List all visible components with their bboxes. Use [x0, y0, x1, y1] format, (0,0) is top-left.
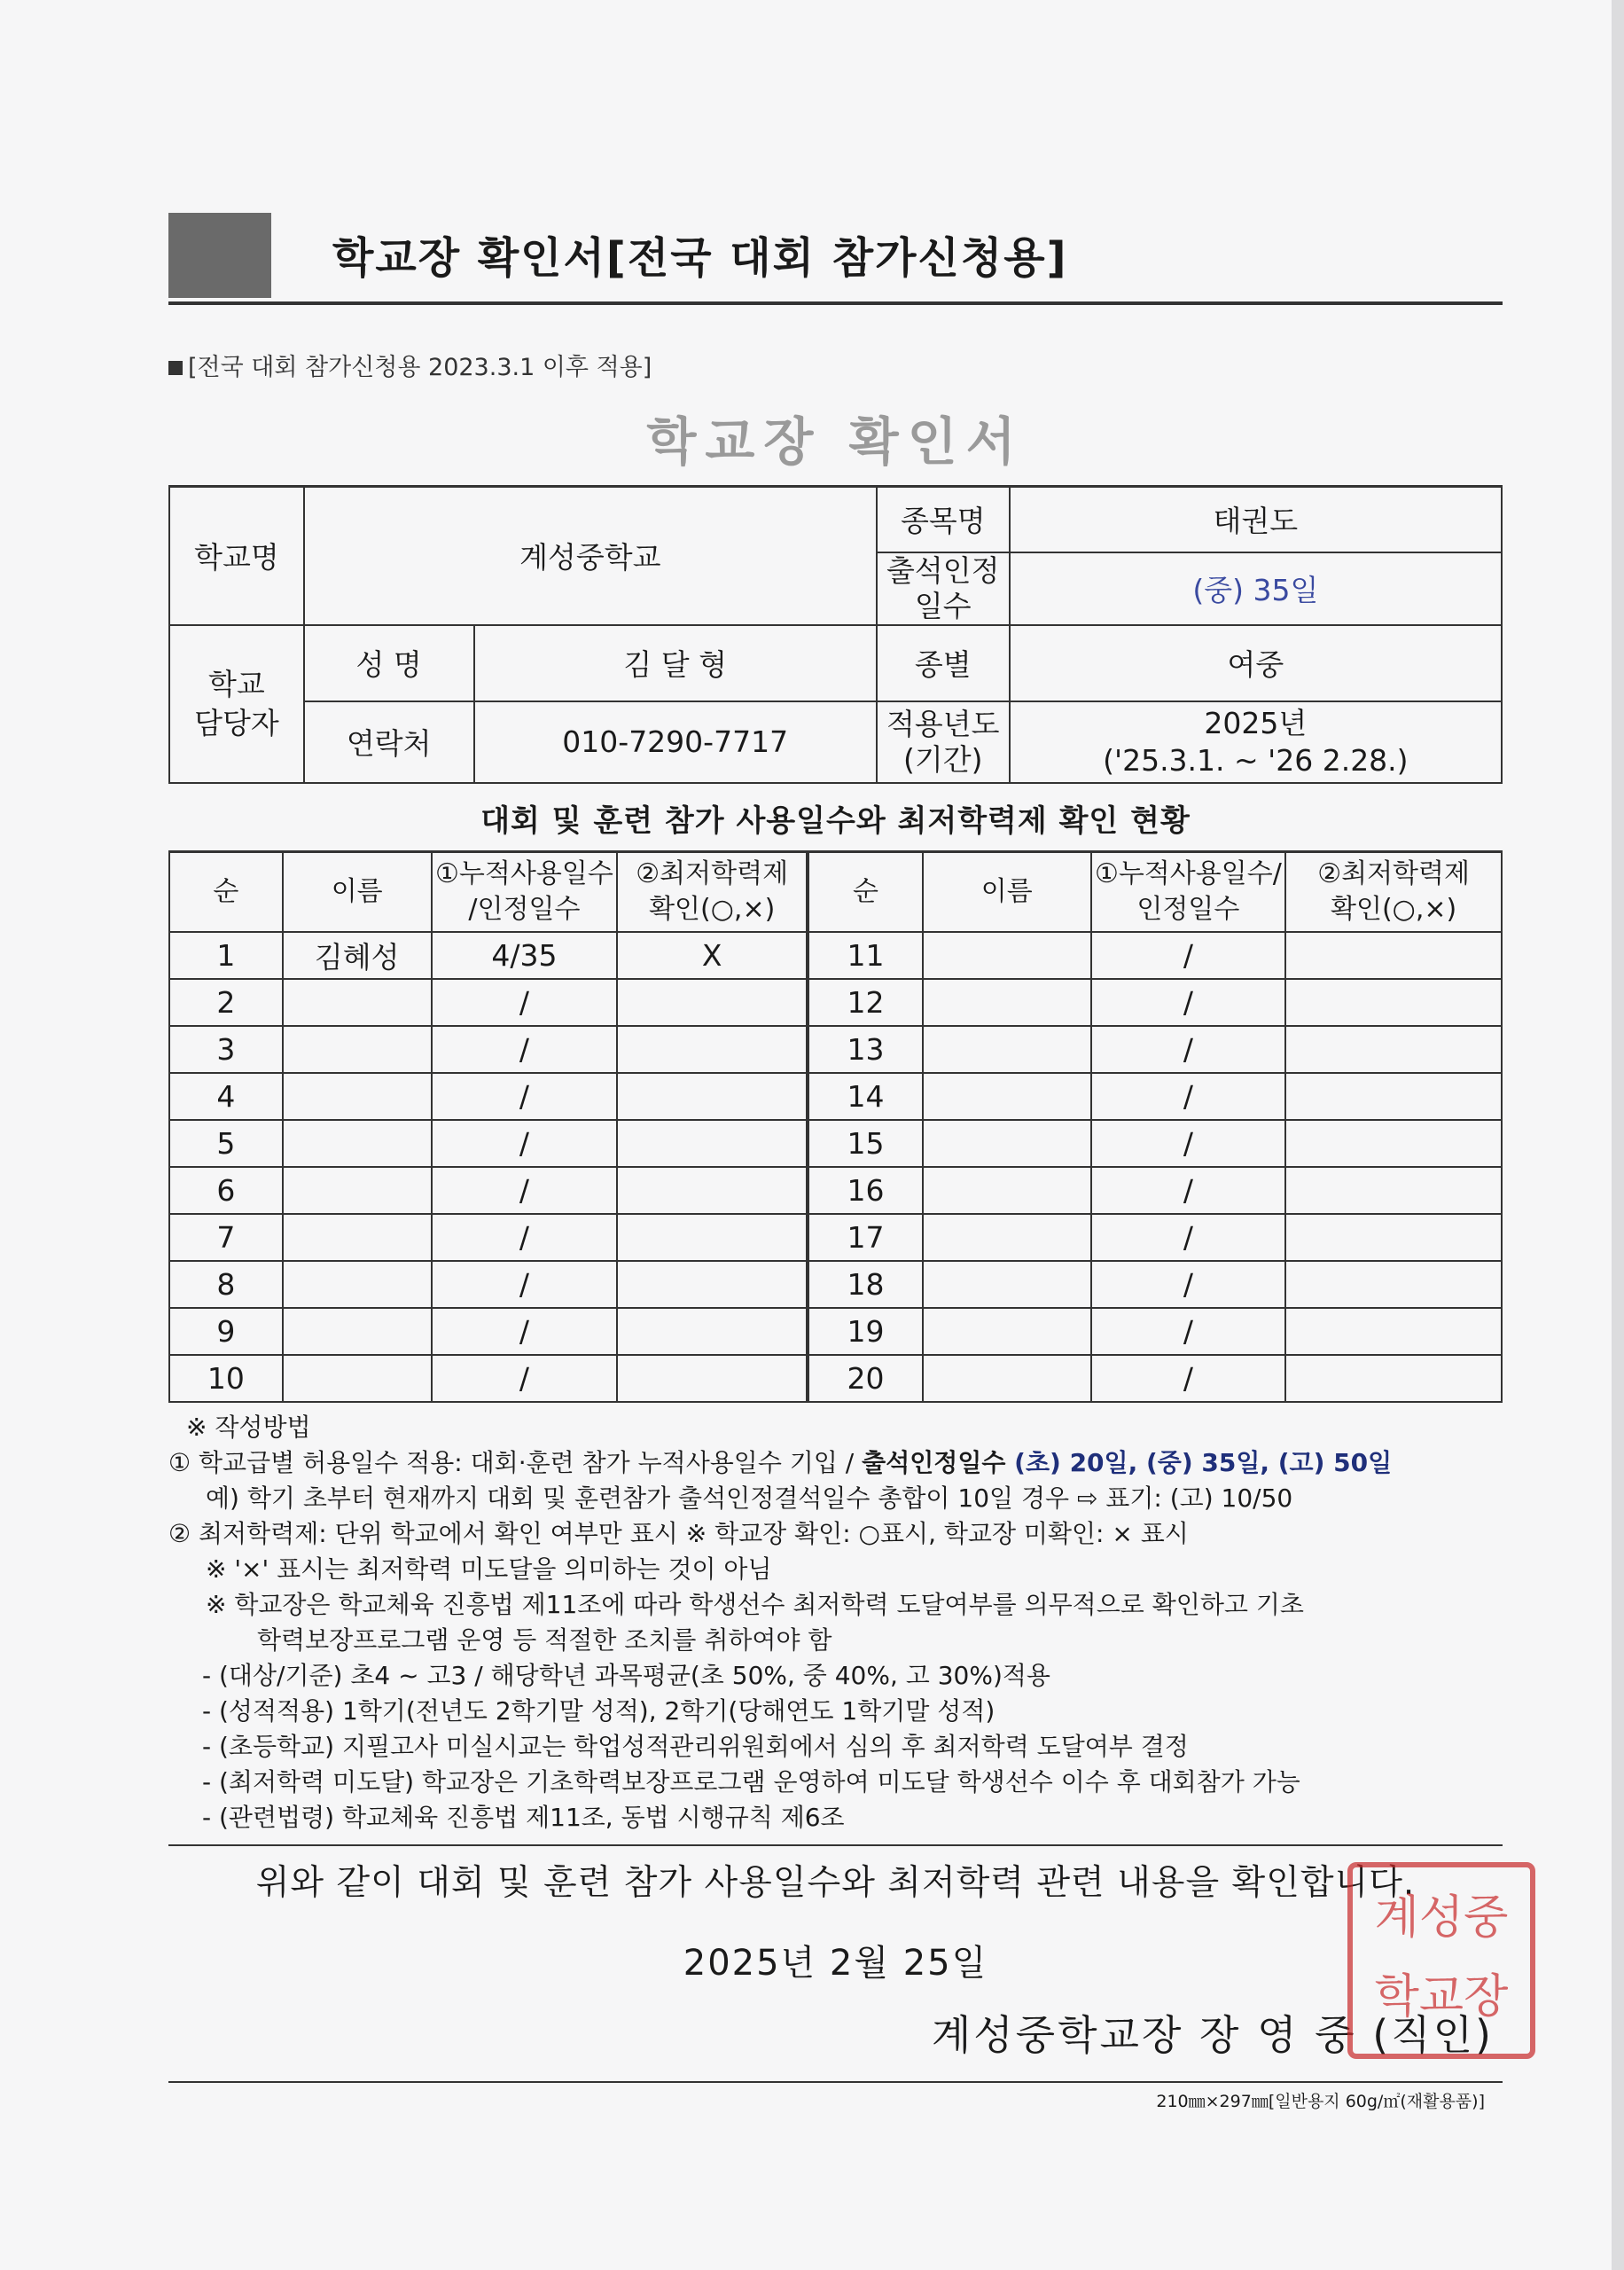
- row-min-b: [1285, 1355, 1502, 1402]
- row-min-b: [1285, 1167, 1502, 1214]
- name-value: 김 달 형: [474, 625, 877, 701]
- instructions: [168, 1410, 1503, 1836]
- row-no: 8: [169, 1261, 283, 1308]
- row-name-b: [923, 932, 1091, 979]
- school-label: 학교명: [169, 487, 304, 625]
- row-no: 10: [169, 1355, 283, 1402]
- row-name: [283, 1026, 432, 1073]
- detail-3: - (초등학교) 지필고사 미실시교는 학업성적관리위원회에서 심의 후 최저학력 도달여부 결정: [202, 1731, 1189, 1761]
- col-no: 순: [169, 851, 283, 932]
- row-days-b: /: [1091, 1214, 1286, 1261]
- category-label: 종별: [877, 625, 1010, 701]
- col-min: [617, 851, 808, 932]
- table-row: [169, 932, 1502, 979]
- table-row: [169, 1026, 1502, 1073]
- col-min-b-line1: ②최저학력제: [1317, 857, 1470, 889]
- instruction-2-note-b2: 학력보장프로그램 운영 등 적절한 조치를 취하여야 함: [257, 1624, 832, 1655]
- row-name: [283, 1261, 432, 1308]
- detail-2: - (성적적용) 1학기(전년도 2학기말 성적), 2학기(당해연도 1학기말 성적): [202, 1695, 995, 1726]
- row-no-b: 19: [808, 1308, 923, 1355]
- row-days-b: /: [1091, 1120, 1286, 1167]
- row-no: 4: [169, 1073, 283, 1120]
- table-row: [169, 1355, 1502, 1402]
- header-gray-box: [168, 213, 271, 298]
- row-name: [283, 1308, 432, 1355]
- col-min-b: [1285, 851, 1502, 932]
- principal-signature: 계성중학교장 장 영 중 (직인): [931, 2010, 1494, 2059]
- instruction-1-example: 예) 학기 초부터 현재까지 대회 및 훈련참가 출석인정결석일수 총합이 10일 경우 ⇨ 표기: (고) 10/50: [206, 1483, 1293, 1513]
- row-min-b: [1285, 1120, 1502, 1167]
- col-days-line1: ①누적사용일수: [435, 857, 613, 889]
- row-min-b: [1285, 1026, 1502, 1073]
- row-name-b: [923, 1073, 1091, 1120]
- instruction-2-note-b: ※ 학교장은 학교체육 진흥법 제11조에 따라 학생선수 최저학력 도달여부를 의무적으로 확인하고 기초: [206, 1589, 1304, 1619]
- instruction-1-days: (초) 20일, (중) 35일, (고) 50일: [1005, 1447, 1393, 1477]
- table-row: [169, 1120, 1502, 1167]
- detail-4: - (최저학력 미도달) 학교장은 기초학력보장프로그램 운영하여 미도달 학생선수 이수 후 대회참가 가능: [202, 1766, 1300, 1796]
- year-label-line1: 적용년도: [886, 706, 1000, 741]
- row-name-b: [923, 1120, 1091, 1167]
- detail-5: - (관련법령) 학교체육 진흥법 제11조, 동법 시행규칙 제6조: [202, 1802, 845, 1832]
- document: [168, 213, 1503, 2112]
- instructions-heading: ※ 작성방법: [186, 1412, 311, 1442]
- col-days-line2: /인정일수: [468, 893, 581, 925]
- row-name: [283, 1167, 432, 1214]
- row-days: /: [432, 979, 618, 1026]
- seal-text-line1: 계성중: [1374, 1891, 1509, 1945]
- row-days: 4/35: [432, 932, 618, 979]
- col-name-b: 이름: [923, 851, 1091, 932]
- row-min-b: [1285, 1308, 1502, 1355]
- year-value: [1010, 701, 1502, 783]
- attend-label-line1: 출석인정: [886, 552, 1000, 588]
- row-days-b: /: [1091, 1167, 1286, 1214]
- attend-label: [877, 552, 1010, 625]
- official-seal-stamp: [1347, 1862, 1535, 2059]
- manager-label: [169, 625, 304, 783]
- row-no: 9: [169, 1308, 283, 1355]
- row-name-b: [923, 1308, 1091, 1355]
- row-name-b: [923, 1167, 1091, 1214]
- row-name: [283, 1120, 432, 1167]
- row-min: [617, 1308, 808, 1355]
- table-row: [169, 1261, 1502, 1308]
- main-title: 학교장 확인서: [646, 411, 1025, 472]
- instruction-2: ② 최저학력제: 단위 학교에서 확인 여부만 표시 ※ 학교장 확인: ○표시, 학교장 미확인: × 표시: [168, 1518, 1189, 1548]
- row-name-b: [923, 1026, 1091, 1073]
- row-no: 2: [169, 979, 283, 1026]
- row-no-b: 13: [808, 1026, 923, 1073]
- row-days-b: /: [1091, 1261, 1286, 1308]
- row-days: /: [432, 1214, 618, 1261]
- row-min-b: [1285, 1073, 1502, 1120]
- col-days-b-line1: ①누적사용일수/: [1094, 857, 1282, 889]
- instruction-1: [168, 1445, 1503, 1481]
- name-label: 성 명: [304, 625, 474, 701]
- detail-1: - (대상/기준) 초4 ~ 고3 / 해당학년 과목평균(초 50%, 중 40%, 고 30%)적용: [202, 1660, 1050, 1690]
- year-value-period: ('25.3.1. ~ '26 2.28.): [1103, 742, 1409, 778]
- row-no-b: 16: [808, 1167, 923, 1214]
- col-min-b-line2: 확인(○,×): [1331, 893, 1457, 925]
- row-min: [617, 1214, 808, 1261]
- row-no: 3: [169, 1026, 283, 1073]
- instruction-1-text: ① 학교급별 허용일수 적용: 대회·훈련 참가 누적사용일수 기입 /: [168, 1447, 863, 1477]
- row-days-b: /: [1091, 1308, 1286, 1355]
- usage-table: [168, 850, 1503, 1403]
- table-row: [169, 1167, 1502, 1214]
- manager-label-line1: 학교: [208, 666, 265, 701]
- row-days: /: [432, 1167, 618, 1214]
- row-min: [617, 1261, 808, 1308]
- sport-value: 태권도: [1010, 487, 1502, 552]
- table-row: [169, 979, 1502, 1026]
- row-min: [617, 1073, 808, 1120]
- sport-label: 종목명: [877, 487, 1010, 552]
- year-value-year: 2025년: [1204, 705, 1308, 740]
- row-days: /: [432, 1073, 618, 1120]
- row-name: 김혜성: [283, 932, 432, 979]
- row-days: /: [432, 1026, 618, 1073]
- row-name: [283, 1073, 432, 1120]
- confirmation-statement: 위와 같이 대회 및 훈련 참가 사용일수와 최저학력 관련 내용을 확인합니다.: [168, 1844, 1503, 1905]
- row-min-b: [1285, 1261, 1502, 1308]
- school-value: 계성중학교: [304, 487, 877, 625]
- row-no-b: 20: [808, 1355, 923, 1402]
- col-days: [432, 851, 618, 932]
- instruction-1-bold: 출석인정일수: [862, 1447, 1006, 1477]
- row-no-b: 12: [808, 979, 923, 1026]
- table-row: [169, 1308, 1502, 1355]
- issue-date: 2025년 2월 25일: [683, 1942, 988, 1984]
- row-no: 1: [169, 932, 283, 979]
- table-row: [169, 1073, 1502, 1120]
- row-name: [283, 1355, 432, 1402]
- row-days: /: [432, 1355, 618, 1402]
- col-min-line2: 확인(○,×): [649, 893, 776, 925]
- row-no: 5: [169, 1120, 283, 1167]
- row-days: /: [432, 1308, 618, 1355]
- row-no-b: 14: [808, 1073, 923, 1120]
- form-subtitle-text: [전국 대회 참가신청용 2023.3.1 이후 적용]: [188, 354, 652, 381]
- paper-spec-footer: 210㎜×297㎜[일반용지 60g/㎡(재활용품)]: [168, 2081, 1503, 2112]
- row-name-b: [923, 1214, 1091, 1261]
- form-subtitle: [168, 348, 1503, 382]
- row-days: /: [432, 1261, 618, 1308]
- year-label-line2: (기간): [903, 741, 983, 777]
- row-no-b: 15: [808, 1120, 923, 1167]
- category-value: 여중: [1010, 625, 1502, 701]
- col-name: 이름: [283, 851, 432, 932]
- row-min: [617, 1026, 808, 1073]
- row-name: [283, 979, 432, 1026]
- row-min: [617, 1355, 808, 1402]
- row-name: [283, 1214, 432, 1261]
- row-min: [617, 979, 808, 1026]
- contact-label: 연락처: [304, 701, 474, 783]
- row-min: X: [617, 932, 808, 979]
- row-days-b: /: [1091, 1026, 1286, 1073]
- row-min-b: [1285, 1214, 1502, 1261]
- header-bar: [168, 213, 1503, 305]
- row-days-b: /: [1091, 1355, 1286, 1402]
- info-table: [168, 485, 1503, 784]
- row-days-b: /: [1091, 1073, 1286, 1120]
- row-name-b: [923, 979, 1091, 1026]
- row-no-b: 11: [808, 932, 923, 979]
- row-no-b: 17: [808, 1214, 923, 1261]
- instruction-2-note-a: ※ '×' 표시는 최저학력 미도달을 의미하는 것이 아님: [206, 1554, 772, 1584]
- year-label: [877, 701, 1010, 783]
- attend-label-line2: 일수: [914, 588, 972, 623]
- table-row: [169, 1214, 1502, 1261]
- row-days-b: /: [1091, 979, 1286, 1026]
- row-min: [617, 1167, 808, 1214]
- row-min-b: [1285, 932, 1502, 979]
- col-days-b-line2: 인정일수: [1136, 893, 1240, 925]
- row-no: 6: [169, 1167, 283, 1214]
- manager-label-line2: 담당자: [194, 705, 279, 740]
- col-no-b: 순: [808, 851, 923, 932]
- col-min-line1: ②최저학력제: [636, 857, 789, 889]
- row-name-b: [923, 1355, 1091, 1402]
- row-min-b: [1285, 979, 1502, 1026]
- row-days-b: /: [1091, 932, 1286, 979]
- usage-table-header: [169, 851, 1502, 932]
- row-days: /: [432, 1120, 618, 1167]
- row-no-b: 18: [808, 1261, 923, 1308]
- row-min: [617, 1120, 808, 1167]
- square-bullet-icon: [168, 361, 183, 375]
- row-no: 7: [169, 1214, 283, 1261]
- row-name-b: [923, 1261, 1091, 1308]
- contact-value: 010-7290-7717: [474, 701, 877, 783]
- section-title: 대회 및 훈련 참가 사용일수와 최저학력제 확인 현황: [480, 802, 1191, 839]
- col-days-b: [1091, 851, 1286, 932]
- attend-days-value: (중) 35일: [1010, 552, 1502, 625]
- seal-text-line2: 학교장: [1374, 1970, 1509, 2023]
- header-title: 학교장 확인서[전국 대회 참가신청용]: [332, 233, 1068, 283]
